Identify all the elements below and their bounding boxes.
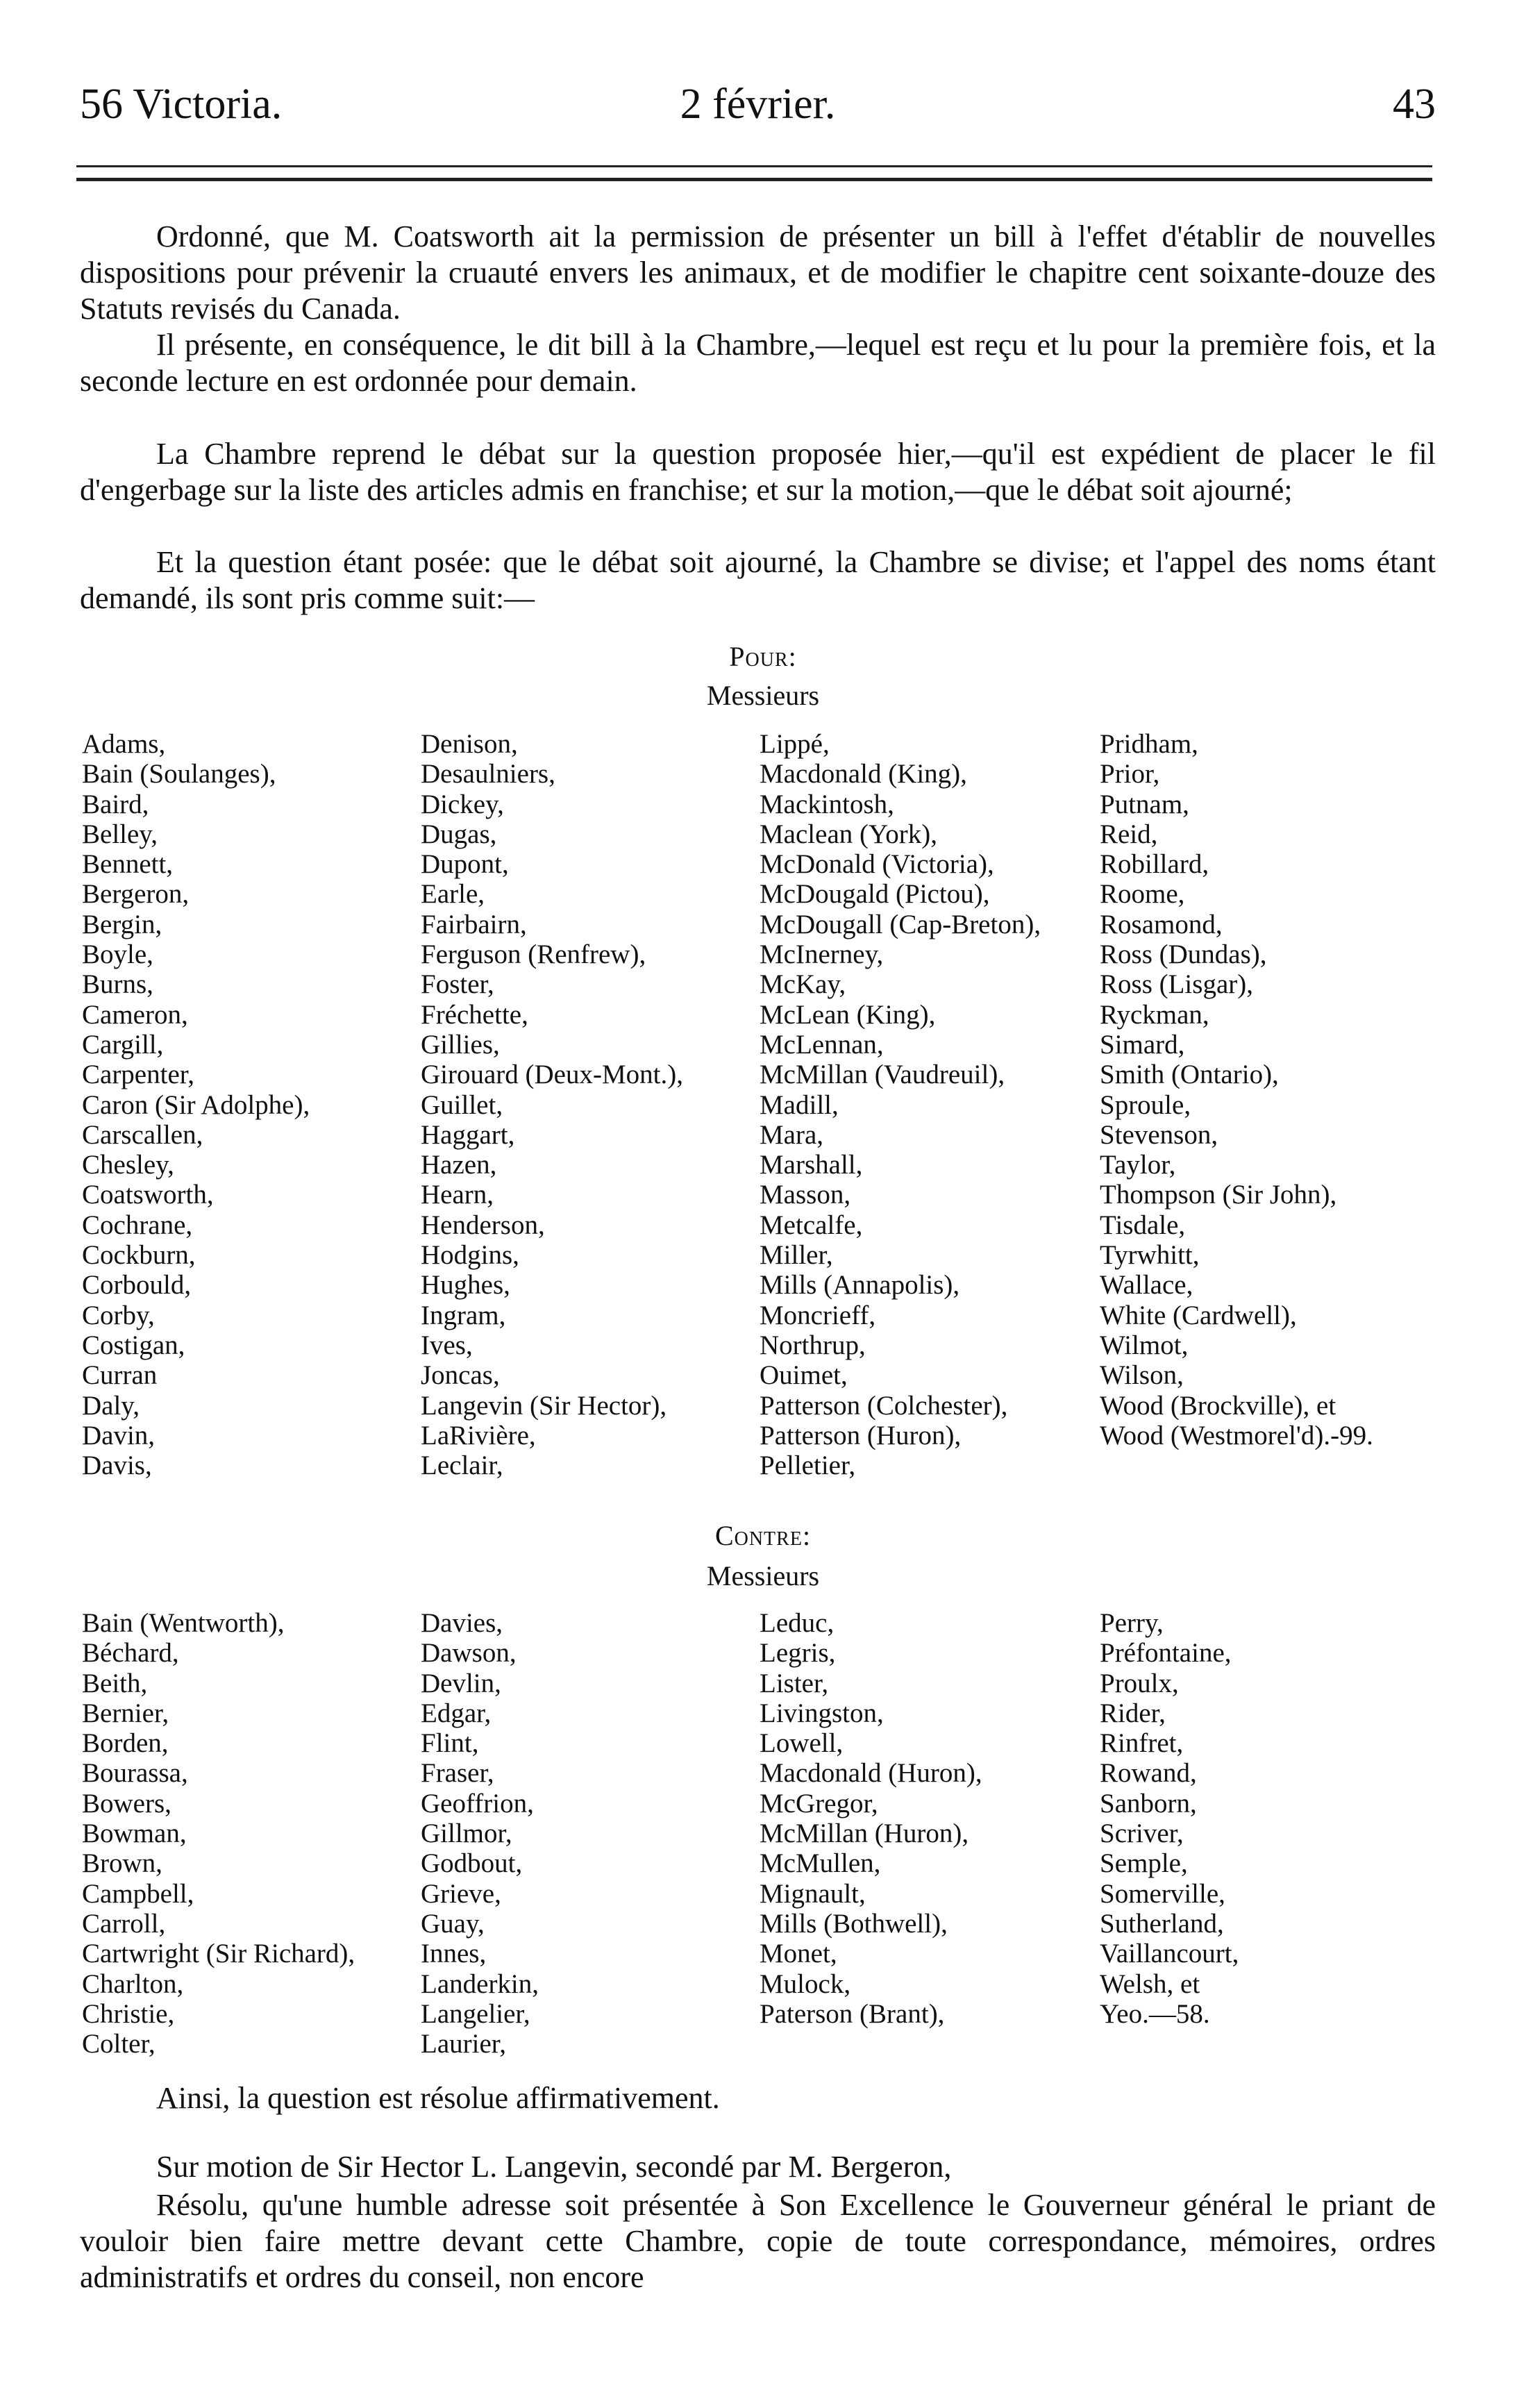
- contre-member-name: McMullen,: [760, 1848, 881, 1879]
- pour-member-name: Fairbairn,: [421, 909, 527, 939]
- pour-member-name: Cargill,: [82, 1029, 164, 1060]
- contre-member-name: Rinfret,: [1100, 1728, 1184, 1759]
- paragraph-bill-presented: Il présente, en conséquence, le dit bill à la Chambre,—lequel est reçu et lu pour la première fois, et la seconde lecture en est ordonnée pour demain.: [80, 328, 1436, 398]
- pour-member-name: Robillard,: [1100, 849, 1209, 880]
- pour-member-name: Stevenson,: [1100, 1119, 1218, 1150]
- contre-column-3: [760, 1608, 1100, 2059]
- contre-member-name: Bourassa,: [82, 1758, 188, 1789]
- pour-member-name: Coatsworth,: [82, 1180, 214, 1210]
- pour-member-name: Dupont,: [421, 849, 509, 880]
- contre-member-name: Campbell,: [82, 1878, 194, 1909]
- pour-member-name: Bain (Soulanges),: [82, 759, 276, 789]
- page-header: [80, 76, 1436, 132]
- contre-member-name: Gillmor,: [421, 1818, 512, 1849]
- pour-member-name: Marshall,: [760, 1150, 863, 1180]
- contre-member-name: Legris,: [760, 1638, 836, 1669]
- pour-member-name: Boyle,: [82, 939, 153, 970]
- contre-member-name: Langelier,: [421, 1998, 530, 2029]
- contre-member-name: Borden,: [82, 1728, 169, 1759]
- pour-member-name: Leclair,: [421, 1450, 503, 1481]
- contre-member-name: Scriver,: [1100, 1818, 1184, 1849]
- pour-member-name: Wood (Westmorel'd).-99.: [1100, 1420, 1373, 1450]
- contre-member-name: Godbout,: [421, 1848, 523, 1879]
- pour-member-name: Hodgins,: [421, 1240, 519, 1271]
- pour-member-name: Reid,: [1100, 819, 1158, 849]
- contre-member-name: Vaillancourt,: [1100, 1939, 1239, 1969]
- contre-member-name: Flint,: [421, 1728, 479, 1759]
- pour-member-name: Tyrwhitt,: [1100, 1240, 1200, 1271]
- pour-member-name: Mills (Annapolis),: [760, 1270, 960, 1301]
- pour-member-name: Haggart,: [421, 1119, 515, 1150]
- pour-member-name: Simard,: [1100, 1029, 1185, 1060]
- contre-member-name: Paterson (Brant),: [760, 1998, 945, 2029]
- contre-member-name: Lister,: [760, 1668, 829, 1698]
- pour-member-name: Chesley,: [82, 1150, 174, 1180]
- pour-column-4: [1100, 729, 1433, 1480]
- pour-member-name: Ingram,: [421, 1300, 506, 1330]
- contre-member-name: Carroll,: [82, 1908, 166, 1939]
- contre-member-name: Bain (Wentworth),: [82, 1608, 285, 1638]
- pour-member-name: Metcalfe,: [760, 1210, 863, 1240]
- contre-member-name: Rowand,: [1100, 1758, 1197, 1789]
- pour-member-name: Wood (Brockville), et: [1100, 1390, 1336, 1421]
- pour-member-name: Ryckman,: [1100, 999, 1209, 1030]
- pour-member-name: Dugas,: [421, 819, 497, 849]
- pour-member-name: Wallace,: [1100, 1270, 1193, 1301]
- session-label: 56 Victoria.: [80, 81, 283, 128]
- contre-member-name: Mills (Bothwell),: [760, 1908, 948, 1939]
- pour-member-name: Baird,: [82, 789, 149, 819]
- contre-member-name: Christie,: [82, 1998, 175, 2029]
- page-number: 43: [1393, 81, 1436, 128]
- pour-member-name: McLean (King),: [760, 999, 936, 1030]
- contre-vote-list: [82, 1608, 1443, 2059]
- pour-member-name: McDougald (Pictou),: [760, 879, 990, 910]
- contre-member-name: Semple,: [1100, 1848, 1188, 1879]
- contre-member-name: Proulx,: [1100, 1668, 1179, 1698]
- contre-member-name: Sutherland,: [1100, 1908, 1224, 1939]
- pour-member-name: Putnam,: [1100, 789, 1189, 819]
- pour-member-name: Lippé,: [760, 729, 830, 759]
- contre-member-name: Mignault,: [760, 1878, 866, 1909]
- pour-member-name: Cameron,: [82, 999, 188, 1030]
- contre-member-name: Bowers,: [82, 1788, 171, 1818]
- pour-member-name: Joncas,: [421, 1360, 500, 1391]
- pour-member-name: Roome,: [1100, 879, 1185, 910]
- contre-member-name: Bernier,: [82, 1698, 169, 1728]
- contre-member-name: Devlin,: [421, 1668, 501, 1698]
- pour-member-name: Ives,: [421, 1330, 473, 1360]
- contre-member-name: McMillan (Huron),: [760, 1818, 969, 1849]
- contre-column-4: [1100, 1608, 1433, 2059]
- pour-member-name: Madill,: [760, 1089, 839, 1120]
- pour-member-name: Curran: [82, 1360, 158, 1391]
- pour-member-name: Guillet,: [421, 1089, 503, 1120]
- pour-member-name: McDonald (Victoria),: [760, 849, 994, 880]
- paragraph-debate-resumed: La Chambre reprend le débat sur la question proposée hier,—qu'il est expédient de placer le fil d'engerbage sur la liste des articles admis en franchise; et sur la motion,—que le débat soit ajourné;: [80, 437, 1436, 507]
- pour-member-name: Ouimet,: [760, 1360, 848, 1391]
- contre-member-name: Rider,: [1100, 1698, 1166, 1728]
- pour-member-name: McMillan (Vaudreuil),: [760, 1060, 1005, 1090]
- pour-member-name: McLennan,: [760, 1029, 884, 1060]
- pour-member-name: Hughes,: [421, 1270, 510, 1301]
- contre-member-name: Préfontaine,: [1100, 1638, 1232, 1669]
- pour-member-name: Pridham,: [1100, 729, 1198, 759]
- pour-member-name: Denison,: [421, 729, 518, 759]
- contre-member-name: Laurier,: [421, 2029, 506, 2059]
- header-rule-thin: [76, 165, 1432, 167]
- contre-member-name: Cartwright (Sir Richard),: [82, 1939, 355, 1969]
- pour-member-name: Northrup,: [760, 1330, 866, 1360]
- contre-member-name: Monet,: [760, 1939, 837, 1969]
- pour-member-name: Thompson (Sir John),: [1100, 1180, 1337, 1210]
- pour-member-name: Patterson (Huron),: [760, 1420, 962, 1450]
- paragraph-question-put: Et la question étant posée: que le débat soit ajourné, la Chambre se divise; et l'appel des noms étant demandé, ils sont pris comme suit:—: [80, 545, 1436, 615]
- pour-member-name: Miller,: [760, 1240, 833, 1271]
- pour-member-name: Bennett,: [82, 849, 174, 880]
- pour-member-name: Cochrane,: [82, 1210, 193, 1240]
- pour-member-name: Carscallen,: [82, 1119, 203, 1150]
- pour-member-name: Macdonald (King),: [760, 759, 967, 789]
- pour-member-name: Pelletier,: [760, 1450, 856, 1481]
- contre-member-name: Landerkin,: [421, 1968, 539, 1999]
- pour-member-name: Henderson,: [421, 1210, 545, 1240]
- pour-member-name: Earle,: [421, 879, 485, 910]
- pour-member-name: Cockburn,: [82, 1240, 196, 1271]
- pour-member-name: Patterson (Colchester),: [760, 1390, 1008, 1421]
- pour-member-name: Burns,: [82, 969, 153, 1000]
- pour-member-name: Mackintosh,: [760, 789, 894, 819]
- pour-member-name: Prior,: [1100, 759, 1160, 789]
- paragraph-resolution: Résolu, qu'une humble adresse soit présentée à Son Excellence le Gouverneur général le priant de vouloir bien faire mettre devant cette Chambre, copie de toute correspondance, mémoires, ordres administratifs et ordres du conseil, non encore: [80, 2188, 1436, 2294]
- contre-member-name: Perry,: [1100, 1608, 1164, 1638]
- contre-member-name: McGregor,: [760, 1788, 878, 1818]
- pour-member-name: Dickey,: [421, 789, 504, 819]
- contre-member-name: Macdonald (Huron),: [760, 1758, 982, 1789]
- pour-member-name: Gillies,: [421, 1029, 500, 1060]
- contre-subheading: Messieurs: [706, 1560, 820, 1591]
- pour-column-1: [82, 729, 421, 1480]
- pour-member-name: Bergin,: [82, 909, 162, 939]
- pour-member-name: Desaulniers,: [421, 759, 555, 789]
- contre-column-2: [421, 1608, 760, 2059]
- contre-member-name: Fraser,: [421, 1758, 494, 1789]
- contre-column-1: [82, 1608, 421, 2059]
- pour-member-name: Adams,: [82, 729, 166, 759]
- pour-member-name: Ross (Dundas),: [1100, 939, 1267, 970]
- pour-member-name: White (Cardwell),: [1100, 1300, 1297, 1330]
- contre-member-name: Colter,: [82, 2029, 156, 2059]
- pour-member-name: McKay,: [760, 969, 846, 1000]
- contre-member-name: Innes,: [421, 1939, 487, 1969]
- contre-heading: Contre:: [714, 1520, 812, 1551]
- pour-member-name: Caron (Sir Adolphe),: [82, 1089, 310, 1120]
- pour-member-name: Ross (Lisgar),: [1100, 969, 1253, 1000]
- pour-member-name: Hazen,: [421, 1150, 497, 1180]
- pour-member-name: Davis,: [82, 1450, 152, 1481]
- contre-member-name: Edgar,: [421, 1698, 492, 1728]
- contre-member-name: Bowman,: [82, 1818, 187, 1849]
- pour-member-name: Foster,: [421, 969, 494, 1000]
- contre-member-name: Livingston,: [760, 1698, 884, 1728]
- pour-member-name: Daly,: [82, 1390, 140, 1421]
- contre-member-name: Davies,: [421, 1608, 503, 1638]
- pour-member-name: Ferguson (Renfrew),: [421, 939, 646, 970]
- pour-subheading: Messieurs: [706, 680, 820, 711]
- pour-member-name: Sproule,: [1100, 1089, 1191, 1120]
- paragraph-result: Ainsi, la question est résolue affirmativement.: [156, 2081, 720, 2115]
- pour-vote-list: [82, 729, 1443, 1480]
- pour-member-name: LaRivière,: [421, 1420, 536, 1450]
- contre-member-name: Sanborn,: [1100, 1788, 1197, 1818]
- pour-member-name: Carpenter,: [82, 1060, 194, 1090]
- pour-member-name: Wilson,: [1100, 1360, 1184, 1391]
- paragraph-motion: Sur motion de Sir Hector L. Langevin, secondé par M. Bergeron,: [156, 2150, 952, 2184]
- contre-member-name: Somerville,: [1100, 1878, 1225, 1909]
- contre-member-name: Brown,: [82, 1848, 162, 1879]
- pour-member-name: Masson,: [760, 1180, 851, 1210]
- contre-member-name: Yeo.—58.: [1100, 1998, 1210, 2029]
- pour-member-name: Corbould,: [82, 1270, 192, 1301]
- pour-member-name: Corby,: [82, 1300, 155, 1330]
- contre-member-name: Guay,: [421, 1908, 485, 1939]
- pour-member-name: Langevin (Sir Hector),: [421, 1390, 667, 1421]
- pour-member-name: Girouard (Deux-Mont.),: [421, 1060, 683, 1090]
- pour-heading: Pour:: [729, 641, 797, 672]
- pour-member-name: McInerney,: [760, 939, 884, 970]
- contre-member-name: Beith,: [82, 1668, 148, 1698]
- pour-member-name: Wilmot,: [1100, 1330, 1189, 1360]
- pour-member-name: Fréchette,: [421, 999, 528, 1030]
- contre-member-name: Welsh, et: [1100, 1968, 1200, 1999]
- header-rule-thick: [76, 178, 1432, 181]
- paragraph-coatsworth-order: Ordonné, que M. Coatsworth ait la permission de présenter un bill à l'effet d'établir de nouvelles dispositions pour prévenir la cruauté envers les animaux, et de modifier le chapitre cent soixante-douze des Statuts revisés du Canada.: [80, 219, 1436, 326]
- pour-member-name: Costigan,: [82, 1330, 185, 1360]
- pour-member-name: Taylor,: [1100, 1150, 1176, 1180]
- pour-member-name: Maclean (York),: [760, 819, 937, 849]
- contre-member-name: Leduc,: [760, 1608, 835, 1638]
- pour-member-name: Smith (Ontario),: [1100, 1060, 1279, 1090]
- contre-member-name: Lowell,: [760, 1728, 844, 1759]
- date-label: 2 février.: [680, 81, 836, 128]
- contre-member-name: Béchard,: [82, 1638, 179, 1669]
- pour-column-2: [421, 729, 760, 1480]
- contre-member-name: Mulock,: [760, 1968, 851, 1999]
- pour-member-name: Rosamond,: [1100, 909, 1223, 939]
- pour-member-name: Hearn,: [421, 1180, 494, 1210]
- contre-member-name: Grieve,: [421, 1878, 501, 1909]
- contre-member-name: Dawson,: [421, 1638, 517, 1669]
- contre-member-name: Charlton,: [82, 1968, 184, 1999]
- pour-member-name: Belley,: [82, 819, 158, 849]
- pour-member-name: Tisdale,: [1100, 1210, 1186, 1240]
- contre-member-name: Geoffrion,: [421, 1788, 534, 1818]
- pour-member-name: McDougall (Cap-Breton),: [760, 909, 1041, 939]
- pour-member-name: Mara,: [760, 1119, 824, 1150]
- pour-member-name: Moncrieff,: [760, 1300, 876, 1330]
- pour-column-3: [760, 729, 1100, 1480]
- pour-member-name: Davin,: [82, 1420, 156, 1450]
- pour-member-name: Bergeron,: [82, 879, 190, 910]
